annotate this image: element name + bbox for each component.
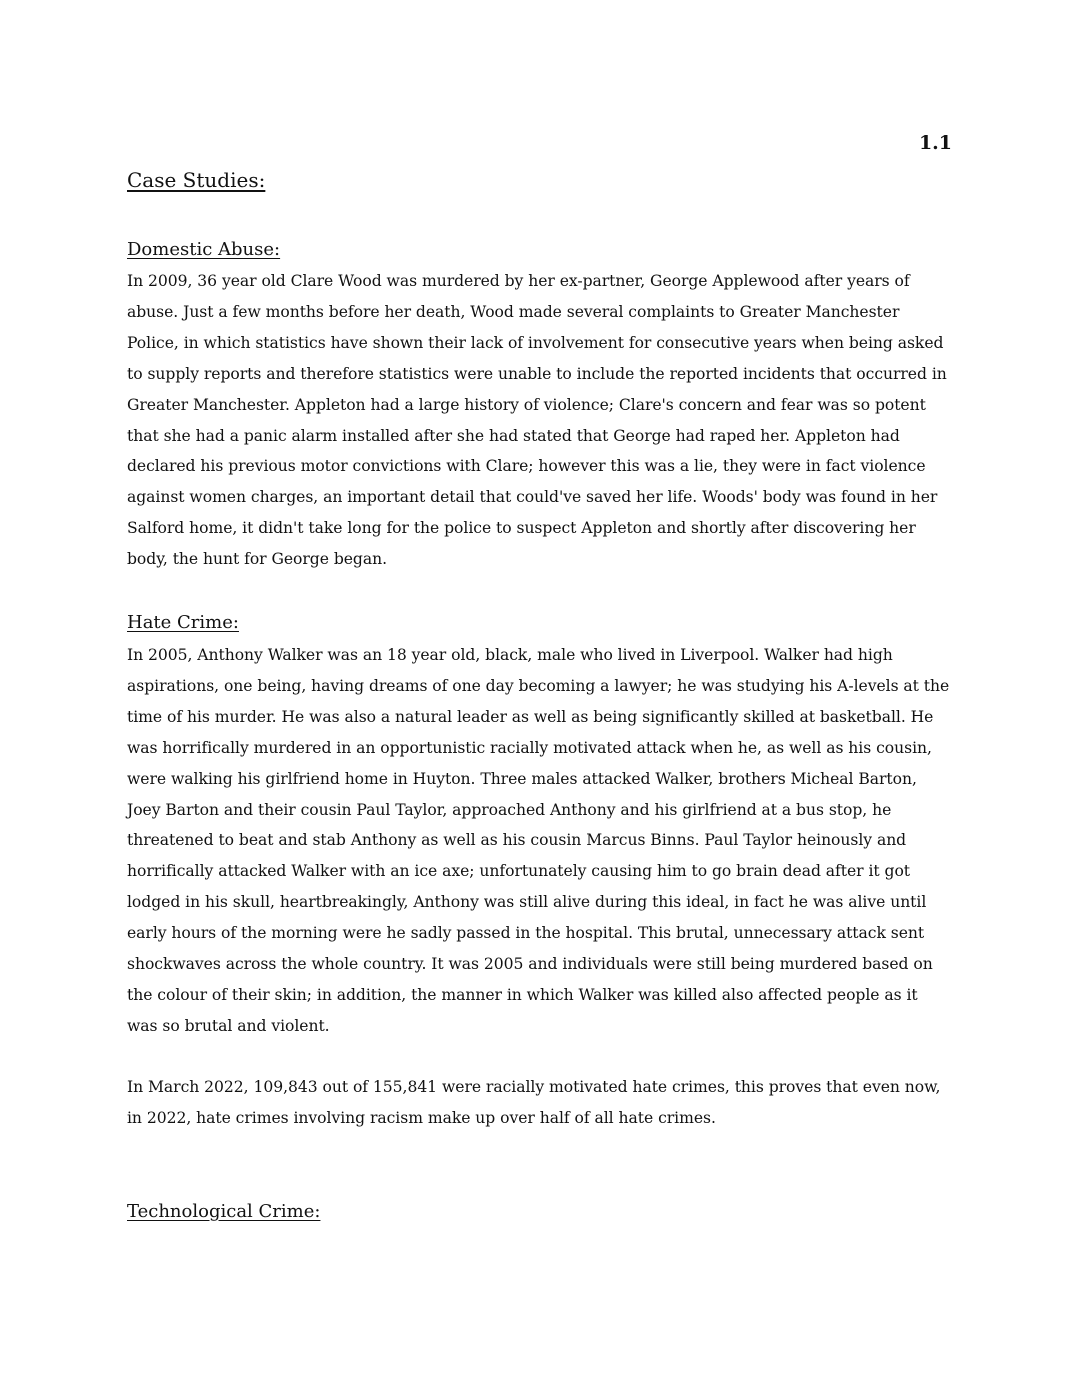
hate-crime-paragraph: In 2005, Anthony Walker was an 18 year old, black, male who lived in Liverpool. Walker had high aspirations, one being, having dreams of one day becoming a lawyer; he was studying his A-levels at the time of his murder. He was also a natural leader as well as being significantly skilled at basketball. He was horrifically murdered in an opportunistic racially motivated attack when he, as well as his cousin, were walking his girlfriend home in Huyton. Three males attacked Walker, brothers Micheal Barton, Joey Barton and their cousin Paul Taylor, approached Anthony and his girlfriend at a bus stop, he threatened to beat and stab Anthony as well as his cousin Marcus Binns. Paul Taylor heinously and horrifically attacked Walker with an ice axe; unfortunately causing him to go brain dead after it got lodged in his skull, heartbreakingly, Anthony was still alive during this ideal, in fact he was alive until early hours of the morning were he sadly passed in the hospital. This brutal, unnecessary attack sent shockwaves across the whole country. It was 2005 and individuals were still being murdered based on the colour of their skin; in addition, the manner in which Walker was killed also affected people as it was so brutal and violent.: [127, 646, 950, 1035]
page-title: Case Studies:: [127, 168, 266, 192]
hate-crime-heading: Hate Crime:: [127, 612, 239, 633]
domestic-abuse-heading: Domestic Abuse:: [127, 239, 281, 260]
domestic-abuse-paragraph: In 2009, 36 year old Clare Wood was murdered by her ex-partner, George Applewood after years of abuse. Just a few months before her death, Wood made several complaints to Greater Manchester Police, in which statistics have shown their lack of involvement for consecutive years when being asked to supply reports and therefore statistics were unable to include the reported incidents that occurred in Greater Manchester. Appleton had a large history of violence; Clare's concern and fear was so potent that she had a panic alarm installed after she had stated that George had raped her. Appleton had declared his previous motor convictions with Clare; however this was a lie, they were in fact violence against women charges, an important detail that could've saved her life. Woods' body was found in her Salford home, it didn't take long for the police to suspect Appleton and shortly after discovering her body, the hunt for George began.: [127, 272, 947, 569]
hate-crime-statistic-paragraph: In March 2022, 109,843 out of 155,841 were racially motivated hate crimes, this proves that even now, in 2022, hate crimes involving racism make up over half of all hate crimes.: [127, 1078, 941, 1127]
technological-crime-heading: Technological Crime:: [127, 1201, 321, 1222]
page-number: 1.1: [918, 132, 952, 154]
